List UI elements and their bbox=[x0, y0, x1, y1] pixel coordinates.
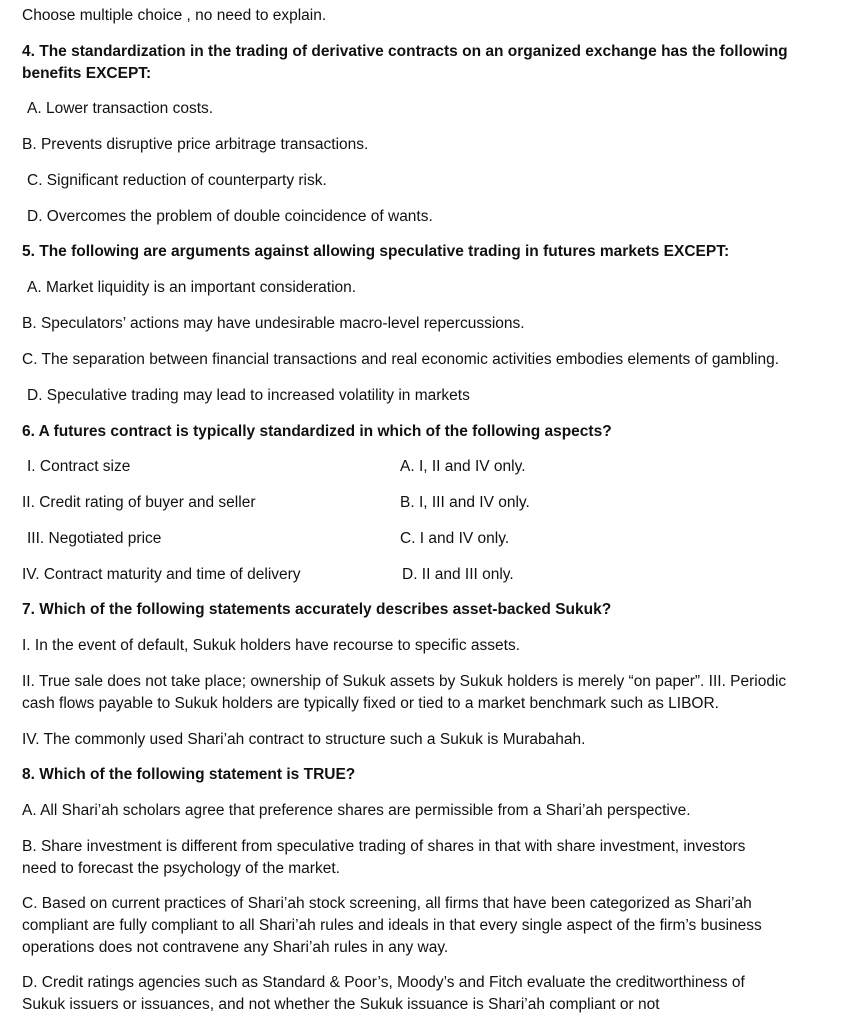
q8-option-c-line2[interactable]: compliant are fully compliant to all Shari’ah rules and ideals in that every single aspect of the firm’s business bbox=[22, 917, 762, 934]
instruction-text: Choose multiple choice , no need to explain. bbox=[22, 7, 327, 24]
q6-option-a[interactable]: A. I, II and IV only. bbox=[400, 458, 526, 475]
q6-option-c[interactable]: C. I and IV only. bbox=[400, 530, 510, 547]
q8-option-b-line2[interactable]: need to forecast the psychology of the market. bbox=[22, 860, 340, 877]
q6-option-b[interactable]: B. I, III and IV only. bbox=[400, 494, 530, 511]
q7-statement-2-line1: II. True sale does not take place; ownership of Sukuk assets by Sukuk holders is merely “on paper”. III. Periodic bbox=[22, 673, 787, 690]
q6-item-3: III. Negotiated price bbox=[27, 530, 162, 547]
q7-statement-2-line2: cash flows payable to Sukuk holders are typically fixed or tied to a market benchmark such as LIBOR. bbox=[22, 695, 719, 712]
q4-stem-line2: benefits EXCEPT: bbox=[22, 65, 152, 82]
q6-option-d[interactable]: D. II and III only. bbox=[402, 566, 514, 583]
q6-stem: 6. A futures contract is typically standardized in which of the following aspects? bbox=[22, 423, 612, 440]
q4-option-b[interactable]: B. Prevents disruptive price arbitrage transactions. bbox=[22, 136, 369, 153]
q7-statement-1: I. In the event of default, Sukuk holders have recourse to specific assets. bbox=[22, 637, 520, 654]
q7-stem: 7. Which of the following statements accurately describes asset-backed Sukuk? bbox=[22, 601, 612, 618]
q5-stem: 5. The following are arguments against allowing speculative trading in futures markets EXCEPT: bbox=[22, 243, 730, 260]
q5-option-d[interactable]: D. Speculative trading may lead to increased volatility in markets bbox=[27, 387, 470, 404]
q4-option-c[interactable]: C. Significant reduction of counterparty risk. bbox=[27, 172, 327, 189]
q8-stem: 8. Which of the following statement is TRUE? bbox=[22, 766, 356, 783]
q5-option-b[interactable]: B. Speculators’ actions may have undesirable macro-level repercussions. bbox=[22, 315, 525, 332]
q8-option-b-line1[interactable]: B. Share investment is different from speculative trading of shares in that with share investment, investors bbox=[22, 838, 746, 855]
q8-option-d-line2[interactable]: Sukuk issuers or issuances, and not whether the Sukuk issuance is Shari’ah compliant or not bbox=[22, 996, 660, 1013]
q8-option-c-line1[interactable]: C. Based on current practices of Shari’ah stock screening, all firms that have been categorized as Shari’ah bbox=[22, 895, 752, 912]
q6-item-4: IV. Contract maturity and time of delivery bbox=[22, 566, 301, 583]
q4-stem-line1: 4. The standardization in the trading of derivative contracts on an organized exchange has the following bbox=[22, 43, 788, 60]
q4-option-d[interactable]: D. Overcomes the problem of double coincidence of wants. bbox=[27, 208, 433, 225]
q5-option-a[interactable]: A. Market liquidity is an important consideration. bbox=[27, 279, 357, 296]
q6-item-1: I. Contract size bbox=[27, 458, 131, 475]
q6-item-2: II. Credit rating of buyer and seller bbox=[22, 494, 256, 511]
q7-statement-4: IV. The commonly used Shari’ah contract to structure such a Sukuk is Murabahah. bbox=[22, 731, 586, 748]
q8-option-d-line1[interactable]: D. Credit ratings agencies such as Standard & Poor’s, Moody’s and Fitch evaluate the creditworthiness of bbox=[22, 974, 745, 991]
q8-option-c-line3[interactable]: operations does not contravene any Shari’ah rules in any way. bbox=[22, 939, 449, 956]
q8-option-a[interactable]: A. All Shari’ah scholars agree that preference shares are permissible from a Shari’ah perspective. bbox=[22, 802, 691, 819]
q5-option-c[interactable]: C. The separation between financial transactions and real economic activities embodies elements of gambling. bbox=[22, 351, 780, 368]
q4-option-a[interactable]: A. Lower transaction costs. bbox=[27, 100, 214, 117]
